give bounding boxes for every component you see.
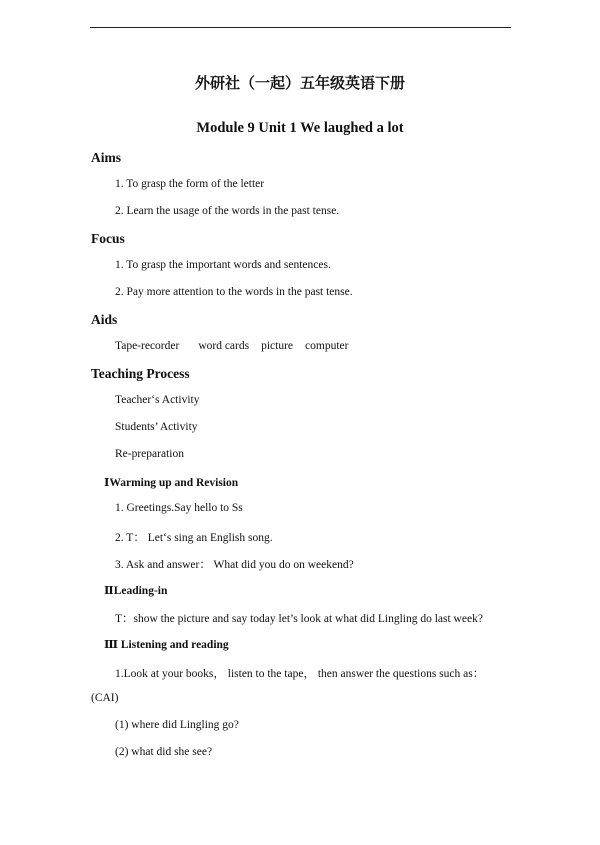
- listening-item-cai: (CAI): [91, 692, 119, 704]
- re-preparation: Re-preparation: [115, 448, 184, 460]
- document-title: 外研社（一起）五年级英语下册: [194, 76, 405, 92]
- aims-item-1: 1. To grasp the form of the letter: [115, 178, 265, 190]
- aids-item-word-cards: word cards: [198, 340, 250, 352]
- step-warming-up-heading: ⅠWarming up and Revision: [104, 477, 239, 489]
- unit-title: Module 9 Unit 1 We laughed a lot: [196, 120, 404, 136]
- aids-item-tape-recorder: Tape-recorder: [115, 340, 180, 352]
- teachers-activity: Teacher‘s Activity: [115, 394, 200, 406]
- teaching-process-heading: Teaching Process: [91, 366, 190, 381]
- focus-item-2: 2. Pay more attention to the words in the past tense.: [115, 286, 353, 298]
- students-activity: Students’ Activity: [115, 421, 198, 433]
- leading-in-item-1: T：show the picture and say today let’s look at what did Lingling do last week?: [115, 613, 483, 625]
- listening-question-1: (1) where did Lingling go?: [115, 719, 239, 731]
- aids-item-computer: computer: [305, 340, 349, 352]
- header-rule: [90, 27, 511, 28]
- aims-heading: Aims: [91, 150, 121, 165]
- warming-item-3: 3. Ask and answer： What did you do on weekend?: [115, 559, 354, 571]
- step-leading-in-heading: ⅡLeading-in: [104, 585, 168, 597]
- listening-item-1: 1.Look at your books， listen to the tape， then answer the questions such as：: [115, 668, 485, 680]
- aids-item-picture: picture: [261, 340, 294, 352]
- aims-item-2: 2. Learn the usage of the words in the past tense.: [115, 205, 340, 217]
- focus-item-1: 1. To grasp the important words and sentences.: [115, 259, 331, 271]
- aids-list: [115, 340, 348, 352]
- warming-item-2: 2. T： Let‘s sing an English song.: [115, 532, 273, 544]
- aids-heading: Aids: [91, 312, 118, 327]
- focus-heading: Focus: [91, 231, 125, 246]
- step-listening-heading: Ⅲ Listening and reading: [104, 639, 229, 651]
- listening-question-2: (2) what did she see?: [115, 746, 213, 758]
- warming-item-1: 1. Greetings.Say hello to Ss: [115, 502, 243, 514]
